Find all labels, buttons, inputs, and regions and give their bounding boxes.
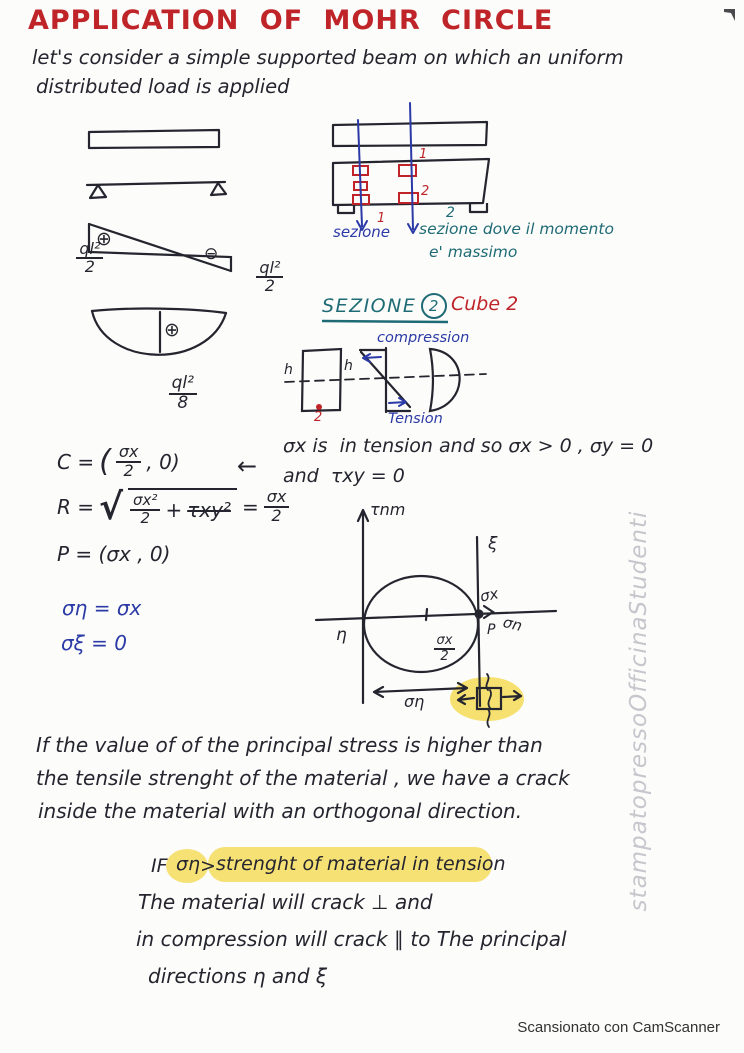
tension-label: Tension [388, 411, 443, 427]
moment-diagram-sketch [92, 309, 226, 355]
intro-line-1: let's consider a simple supported beam on which an uniform [32, 46, 624, 69]
radius-formula-lhs: R = [57, 495, 95, 520]
sezione-1-superscript: 1 [377, 211, 386, 226]
section-point-2-label: 2 [314, 410, 323, 425]
h-axis-label-left: h [284, 362, 293, 378]
h-axis-label-right: h [344, 358, 353, 374]
left-arrow-annotation: ← [237, 452, 258, 480]
fraction [264, 489, 290, 525]
fraction-numerator: σx [116, 444, 142, 463]
fraction [169, 372, 197, 413]
radicand [128, 488, 237, 527]
center-formula [57, 444, 180, 480]
compression-label: compression [377, 330, 470, 346]
highlighted-condition: strenght of material in tension [216, 853, 506, 875]
element-markers [353, 165, 418, 204]
greater-than-sign: > [200, 855, 216, 877]
fraction-numerator: ql² [256, 260, 283, 279]
sezione-1-label: sezione [333, 223, 390, 241]
paragraph-line3: inside the material with an orthogonal direction. [38, 799, 523, 823]
open-paren: ( [99, 444, 111, 480]
cancelled-shear-term: τxy² [187, 497, 231, 522]
sigma-eta-span-label: ση [404, 692, 425, 711]
stress-note-line2: and τxy = 0 [283, 465, 405, 487]
watermark: stampatopressoOfficinaStudenti [626, 510, 652, 912]
center-formula-rest: , 0) [146, 449, 180, 474]
fraction-numerator: σx [264, 489, 290, 508]
fraction [116, 444, 142, 480]
paragraph-line1: If the value of of the principal stress is higher than [36, 733, 543, 757]
conclusion-line2: The material will crack ⊥ and [138, 890, 433, 914]
fraction-denominator: 2 [123, 460, 134, 480]
conclusion-line4: directions η and ξ [148, 964, 328, 988]
cube-label: Cube 2 [451, 293, 519, 315]
shear-plus-sign: ⊕ [96, 228, 112, 250]
stress-note-line1: σx is in tension and so σx > 0 , σy = 0 [283, 435, 654, 457]
cross-section-sketch [285, 348, 486, 412]
fraction-denominator: 2 [440, 648, 449, 664]
fraction-denominator: 2 [264, 276, 275, 296]
sigma-xi-formula: σξ = 0 [61, 631, 128, 655]
camscanner-footer: Scansionato con CamScanner [517, 1019, 720, 1036]
shear-minus-sign: ⊖ [204, 244, 219, 264]
page-title: APPLICATION OF MOHR CIRCLE [28, 5, 554, 36]
sezione-2-label-line2: e' massimo [429, 243, 518, 261]
fraction-numerator: ql² [76, 241, 103, 260]
fraction [130, 493, 160, 527]
fraction-denominator: 2 [271, 506, 282, 526]
fraction-denominator: 8 [177, 392, 189, 413]
tau-axis-label: τnm [370, 500, 406, 519]
sezione-2-label-line1: sezione dove il momento [419, 220, 614, 238]
fraction-numerator: σx² [130, 493, 160, 511]
conclusion-line3: in compression will crack ∥ to The principal [136, 927, 567, 951]
center-formula-lhs: C = [57, 449, 95, 474]
fraction [434, 634, 456, 663]
point-p-formula: P = (σx , 0) [57, 542, 171, 566]
beam-elevation-sketch [87, 130, 226, 198]
moment-plus-sign: ⊕ [164, 319, 180, 341]
sezione-heading-underline [322, 321, 448, 322]
paragraph-line2: the tensile strenght of the material , we have a crack [36, 766, 570, 790]
sezione2-heading-number: 2 [421, 293, 447, 319]
equals-sign: = [241, 495, 259, 520]
scan-corner-artifact [724, 9, 735, 21]
fraction-numerator: σx [434, 634, 456, 650]
radius-formula [57, 488, 289, 527]
fraction-denominator: 2 [140, 508, 150, 527]
sigma-n-term: ση [176, 853, 201, 875]
circle-center-value [417, 620, 455, 678]
element-1-number: 1 [419, 147, 428, 162]
point-p-label: P [487, 622, 496, 638]
eta-axis-label: η [336, 625, 347, 645]
sigma-x-point-label: σx [478, 584, 501, 606]
sezione2-heading [322, 293, 447, 319]
fraction-numerator: ql² [169, 375, 197, 395]
fraction-denominator: 2 [84, 257, 95, 277]
sqrt-sign: √ [99, 486, 124, 528]
plus-sign: + [165, 497, 183, 522]
sezione-2-superscript: 2 [446, 205, 455, 221]
xi-axis-label: ξ [488, 534, 498, 554]
shear-right-value [236, 241, 283, 313]
element-2-number: 2 [421, 184, 430, 199]
sezione2-heading-text: SEZIONE [322, 294, 417, 317]
moment-max-value [147, 355, 197, 431]
intro-line-2: distributed load is applied [36, 75, 290, 98]
fraction [256, 257, 283, 296]
sigma-n-axis-label: σn [501, 612, 524, 636]
if-label: IF [151, 855, 168, 877]
sigma-eta-formula: ση = σx [62, 596, 142, 620]
